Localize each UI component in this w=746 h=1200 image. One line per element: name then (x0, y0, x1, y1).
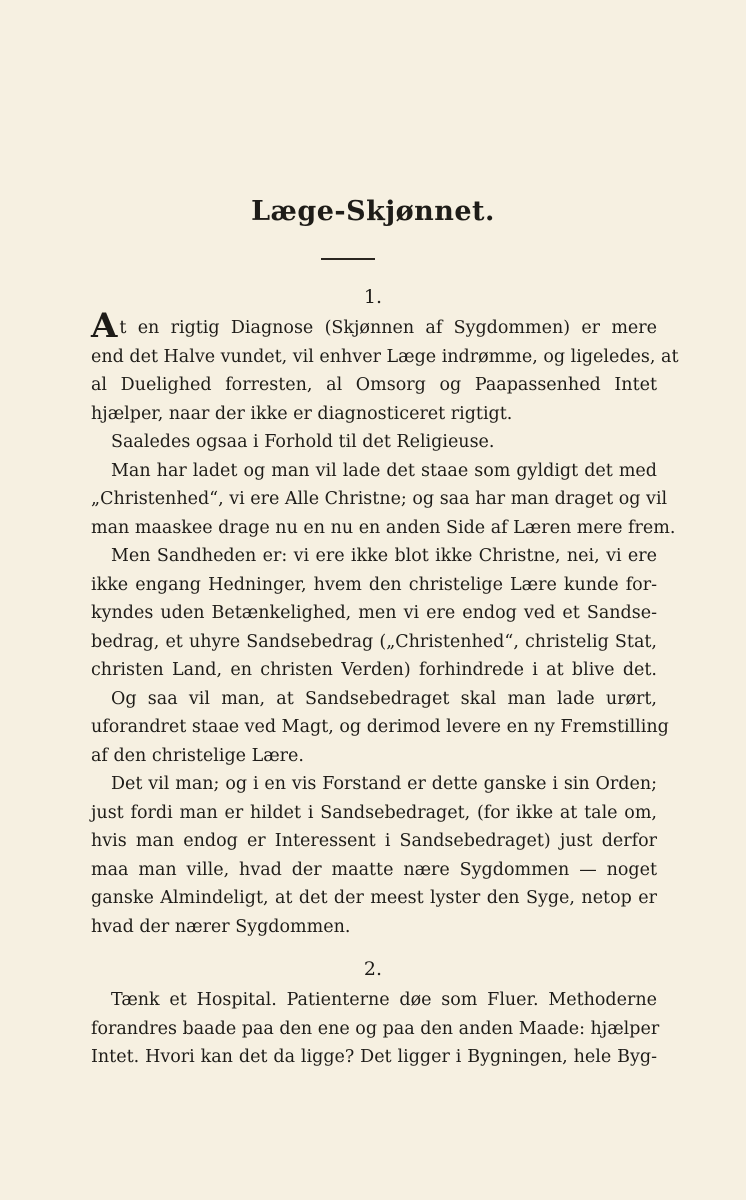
section-number-1: 1. (363, 286, 383, 308)
title-rule (321, 258, 375, 260)
text-line: uforandret staae ved Magt, og derimod levere en ny Fremstilling (91, 717, 669, 737)
section-number-2: 2. (363, 958, 383, 980)
text-line: hjælper, naar der ikke er diagnosticeret rigtigt. (91, 403, 513, 424)
text-line: „Christenhed“, vi ere Alle Christne; og saa har man draget og vil (91, 489, 668, 509)
text-line: hvis man endog er Interessent i Sandsebedraget) just derfor (91, 831, 657, 851)
text-line: Det vil man; og i en vis Forstand er dette ganske i sin Orden; (111, 774, 657, 794)
text-line: end det Halve vundet, vil enhver Læge indrømme, og ligeledes, at (91, 346, 679, 367)
page-title: Læge-Skjønnet. (251, 196, 495, 227)
text-line: Men Sandheden er: vi ere ikke blot ikke Christne, nei, vi ere (111, 546, 657, 566)
text-line: af den christelige Lære. (91, 745, 304, 766)
section-2-text (91, 986, 660, 1072)
text-line: just fordi man er hildet i Sandsebedraget, (for ikke at tale om, (91, 802, 657, 823)
section-1-text (91, 306, 679, 941)
text-line: hvad der nærer Sygdommen. (91, 916, 351, 937)
text-line: al Duelighed forresten, al Omsorg og Paapassenhed Intet (91, 375, 657, 395)
text-line: bedrag, et uhyre Sandsebedrag („Christenhed“, christelig Stat, (91, 631, 657, 652)
drop-cap: A (91, 306, 118, 346)
text-line: At en rigtig Diagnose (Skjønnen af Sygdommen) er mere (91, 306, 657, 346)
text-line: Saaledes ogsaa i Forhold til det Religieuse. (111, 432, 495, 452)
text-line: maa man ville, hvad der maatte nære Sygdommen — noget (91, 859, 657, 880)
text-line: Man har ladet og man vil lade det staae som gyldigt det med (111, 460, 657, 481)
text-line: forandres baade paa den ene og paa den anden Maade: hjælper (91, 1018, 660, 1039)
text-line: Intet. Hvori kan det da ligge? Det ligger i Bygningen, hele Byg- (91, 1047, 657, 1067)
text-line: Tænk et Hospital. Patienterne døe som Fluer. Methoderne (111, 990, 657, 1010)
text-line: Og saa vil man, at Sandsebedraget skal man lade urørt, (111, 688, 657, 709)
text-line: christen Land, en christen Verden) forhindrede i at blive det. (91, 660, 657, 680)
text-line: ganske Almindeligt, at det der meest lyster den Syge, netop er (91, 888, 657, 908)
text-line: kyndes uden Betænkelighed, men vi ere endog ved et Sandse- (91, 603, 657, 623)
text-line: ikke engang Hedninger, hvem den christelige Lære kunde for- (91, 574, 657, 595)
text-line: man maaskee drage nu en nu en anden Side af Læren mere frem. (91, 517, 676, 538)
